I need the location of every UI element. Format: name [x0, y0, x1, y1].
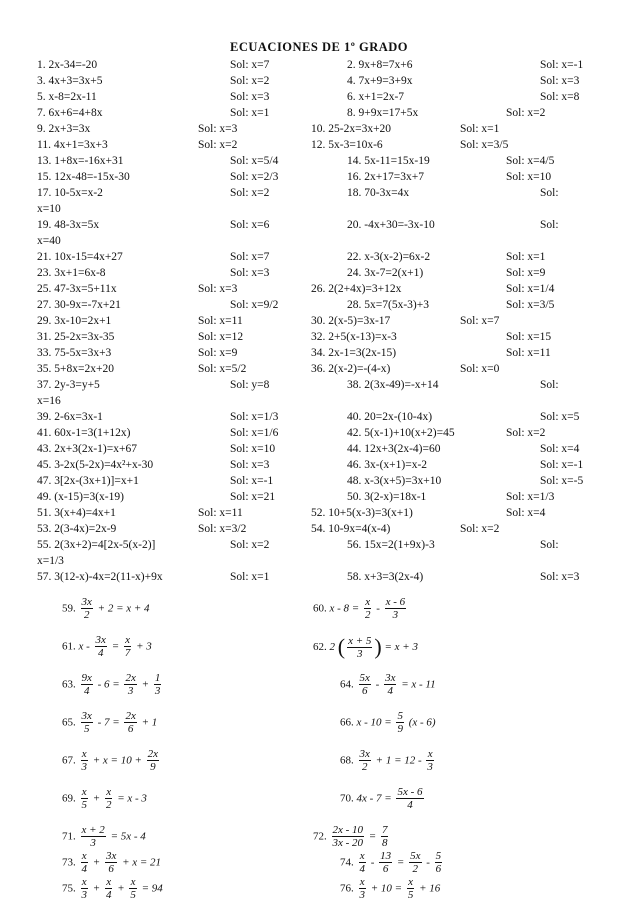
equation-left: 9. 2x+3=3x [37, 123, 91, 135]
equation-row [0, 491, 638, 507]
solution-left: Sol: x=2 [230, 75, 270, 87]
equation-row [0, 283, 638, 299]
equation-right: 18. 70-3x=4x [347, 187, 410, 199]
equation-row [0, 571, 638, 587]
equation-right: 30. 2(x-5)=3x-17 [311, 315, 391, 327]
equation-right: 2. 9x+8=7x+6 [347, 59, 413, 71]
equation-right: 38. 2(3x-49)=-x+14 [347, 379, 439, 391]
solution-left: Sol: x=10 [230, 443, 276, 455]
solution-wrap: x=40 [37, 235, 61, 247]
equation-left: 1. 2x-34=-20 [37, 59, 98, 71]
equation-row [0, 251, 638, 267]
solution-left: Sol: x=3 [230, 267, 270, 279]
equation-65: 65. $\frac{3x}{5}$ - 7 = $\frac{2x}{6}$ + 1 [62, 710, 158, 735]
equation-right: 36. 2(x-2)=-(4-x) [311, 363, 391, 375]
equation-right: 4. 7x+9=3+9x [347, 75, 413, 87]
equation-62: 62. 2 ( $\frac{x + 5}{3}$ ) = x + 3 [313, 634, 418, 660]
solution-left: Sol: x=11 [198, 507, 243, 519]
equation-61: 61. x - $\frac{3x}{4}$ = $\frac{x}{7}$ + 3 [62, 634, 152, 659]
equation-right: 10. 25-2x=3x+20 [311, 123, 392, 135]
equation-row [0, 379, 638, 395]
equation-left: 37. 2y-3=y+5 [37, 379, 100, 391]
solution-left: Sol: x=1 [230, 107, 270, 119]
solution-right: Sol: x=3/5 [506, 299, 555, 311]
equation-right: 14. 5x-11=15x-19 [347, 155, 430, 167]
equation-right: 48. x-3(x+5)=3x+10 [347, 475, 442, 487]
equation-left: 47. 3[2x-(3x+1)]=x+1 [37, 475, 139, 487]
solution-left: Sol: x=3 [198, 283, 238, 295]
solution-right: Sol: x=5 [540, 411, 580, 423]
equation-left: 5. x-8=2x-11 [37, 91, 97, 103]
equation-row [0, 411, 638, 427]
equation-row [0, 139, 638, 155]
equation-74: 74. $\frac{x}{4}$ - $\frac{13}{6}$ = $\frac{5x}{2}$ - $\frac{5}{6}$ [340, 850, 442, 875]
solution-right: Sol: x=-1 [540, 459, 584, 471]
equation-row [0, 187, 638, 203]
equation-row [0, 123, 638, 139]
solution-left: Sol: y=8 [230, 379, 270, 391]
equation-right: 6. x+1=2x-7 [347, 91, 405, 103]
solution-left: Sol: x=5/2 [198, 363, 247, 375]
equation-right: 42. 5(x-1)+10(x+2)=45 [347, 427, 455, 439]
equation-row [0, 459, 638, 475]
solution-right: Sol: x=3 [540, 571, 580, 583]
solution-right: Sol: x=11 [506, 347, 551, 359]
solution-left: Sol: x=2/3 [230, 171, 279, 183]
equation-left: 3. 4x+3=3x+5 [37, 75, 103, 87]
equation-left: 29. 3x-10=2x+1 [37, 315, 112, 327]
solution-right: Sol: x=3/5 [460, 139, 509, 151]
equation-69: 69. $\frac{x}{5}$ + $\frac{x}{2}$ = x - 3 [62, 786, 147, 811]
solution-left: Sol: x=3/2 [198, 523, 247, 535]
solution-right: Sol: x=2 [506, 427, 546, 439]
equation-right: 32. 2+5(x-13)=x-3 [311, 331, 397, 343]
solution-left: Sol: x=2 [198, 139, 238, 151]
equation-row [0, 219, 638, 235]
equation-row [0, 155, 638, 171]
solution-wrap: x=10 [37, 203, 61, 215]
equation-right: 26. 2(2+4x)=3+12x [311, 283, 402, 295]
solution-left: Sol: x=12 [198, 331, 244, 343]
equation-left: 21. 10x-15=4x+27 [37, 251, 123, 263]
solution-left: Sol: x=-1 [230, 475, 274, 487]
equation-left: 51. 3(x+4)=4x+1 [37, 507, 116, 519]
equation-left: 15. 12x-48=-15x-30 [37, 171, 130, 183]
equation-left: 45. 3-2x(5-2x)=4x²+x-30 [37, 459, 154, 471]
equation-left: 53. 2(3-4x)=2x-9 [37, 523, 117, 535]
equation-left: 23. 3x+1=6x-8 [37, 267, 106, 279]
solution-left: Sol: x=7 [230, 59, 270, 71]
equation-right: 50. 3(2-x)=18x-1 [347, 491, 427, 503]
equation-left: 19. 48-3x=5x [37, 219, 100, 231]
solution-left: Sol: x=1 [230, 571, 270, 583]
equation-row [0, 267, 638, 283]
equation-left: 49. (x-15)=3(x-19) [37, 491, 124, 503]
solution-left: Sol: x=5/4 [230, 155, 279, 167]
equation-right: 34. 2x-1=3(2x-15) [311, 347, 397, 359]
solution-left: Sol: x=3 [230, 459, 270, 471]
solution-right: Sol: x=-1 [540, 59, 584, 71]
equation-left: 35. 5+8x=2x+20 [37, 363, 114, 375]
equation-73: 73. $\frac{x}{4}$ + $\frac{3x}{6}$ + x = 21 [62, 850, 162, 875]
solution-right: Sol: [540, 379, 559, 391]
solution-left: Sol: x=3 [230, 91, 270, 103]
solution-right: Sol: x=0 [460, 363, 500, 375]
solution-right: Sol: x=15 [506, 331, 552, 343]
equation-right: 22. x-3(x-2)=6x-2 [347, 251, 431, 263]
solution-left: Sol: x=11 [198, 315, 243, 327]
equation-60: 60. x - 8 = $\frac{x}{2}$ - $\frac{x - 6}{3}$ [313, 596, 406, 621]
equation-72: 72. $\frac{2x - 10}{3x - 20}$ = $\frac{7}{8}$ [313, 824, 388, 849]
equation-row [0, 91, 638, 107]
equation-68: 68. $\frac{3x}{2}$ + 1 = 12 - $\frac{x}{3}$ [340, 748, 433, 773]
solution-left: Sol: x=7 [230, 251, 270, 263]
solution-right: Sol: x=1/4 [506, 283, 555, 295]
solution-right: Sol: x=4 [540, 443, 580, 455]
solution-left: Sol: x=1/6 [230, 427, 279, 439]
solution-left: Sol: x=21 [230, 491, 276, 503]
solution-right: Sol: x=-5 [540, 475, 584, 487]
equation-left: 55. 2(3x+2)=4[2x-5(x-2)] [37, 539, 156, 551]
equation-right: 16. 2x+17=3x+7 [347, 171, 424, 183]
solution-right: Sol: x=10 [506, 171, 552, 183]
equation-left: 27. 30-9x=-7x+21 [37, 299, 121, 311]
equation-right: 12. 5x-3=10x-6 [311, 139, 383, 151]
solution-right: Sol: x=1 [506, 251, 546, 263]
equation-row [0, 443, 638, 459]
equation-71: 71. $\frac{x + 2}{3}$ = 5x - 4 [62, 824, 146, 849]
equation-row [0, 75, 638, 91]
page-title: ECUACIONES DE 1º GRADO [230, 40, 408, 54]
equation-63: 63. $\frac{9x}{4}$ - 6 = $\frac{2x}{3}$ + $\frac{1}{3}$ [62, 672, 161, 697]
equation-row [0, 475, 638, 491]
equation-64: 64. $\frac{5x}{6}$ - $\frac{3x}{4}$ = x - 11 [340, 672, 436, 697]
equation-row [0, 539, 638, 555]
equation-row [0, 507, 638, 523]
equation-right: 58. x+3=3(2x-4) [347, 571, 424, 583]
equation-left: 11. 4x+1=3x+3 [37, 139, 108, 151]
solution-left: Sol: x=2 [230, 539, 270, 551]
solution-right: Sol: x=2 [506, 107, 546, 119]
equation-75: 75. $\frac{x}{3}$ + $\frac{x}{4}$ + $\frac{x}{5}$ = 94 [62, 876, 163, 901]
equation-left: 25. 47-3x=5+11x [37, 283, 117, 295]
solution-left: Sol: x=3 [198, 123, 238, 135]
equation-row [0, 171, 638, 187]
equation-66: 66. x - 10 = $\frac{5}{9}$ (x - 6) [340, 710, 436, 735]
solution-left: Sol: x=6 [230, 219, 270, 231]
solution-right: Sol: [540, 219, 559, 231]
equation-row [0, 107, 638, 123]
equation-left: 17. 10-5x=x-2 [37, 187, 103, 199]
equation-right: 52. 10+5(x-3)=3(x+1) [311, 507, 413, 519]
equation-left: 7. 6x+6=4+8x [37, 107, 103, 119]
equation-row [0, 59, 638, 75]
equation-left: 43. 2x+3(2x-1)=x+67 [37, 443, 137, 455]
solution-left: Sol: x=1/3 [230, 411, 279, 423]
equation-left: 31. 25-2x=3x-35 [37, 331, 115, 343]
equation-row [0, 315, 638, 331]
equation-row [0, 347, 638, 363]
solution-right: Sol: x=7 [460, 315, 500, 327]
solution-right: Sol: x=4 [506, 507, 546, 519]
equation-left: 39. 2-6x=3x-1 [37, 411, 103, 423]
equation-67: 67. $\frac{x}{3}$ + x = 10 + $\frac{2x}{9}$ [62, 748, 159, 773]
solution-right: Sol: x=1/3 [506, 491, 555, 503]
equation-70: 70. 4x - 7 = $\frac{5x - 6}{4}$ [340, 786, 423, 811]
equation-right: 24. 3x-7=2(x+1) [347, 267, 424, 279]
equation-59: 59. $\frac{3x}{2}$ + 2 = x + 4 [62, 596, 150, 621]
solution-right: Sol: x=9 [506, 267, 546, 279]
equation-right: 8. 9+9x=17+5x [347, 107, 419, 119]
solution-wrap: x=1/3 [37, 555, 64, 567]
solution-left: Sol: x=9/2 [230, 299, 279, 311]
equation-right: 56. 15x=2(1+9x)-3 [347, 539, 435, 551]
equation-row [0, 331, 638, 347]
equation-right: 20. -4x+30=-3x-10 [347, 219, 435, 231]
equation-row [0, 427, 638, 443]
equation-left: 13. 1+8x=-16x+31 [37, 155, 124, 167]
solution-left: Sol: x=2 [230, 187, 270, 199]
equation-76: 76. $\frac{x}{3}$ + 10 = $\frac{x}{5}$ + 16 [340, 876, 441, 901]
equation-left: 33. 75-5x=3x+3 [37, 347, 112, 359]
solution-left: Sol: x=9 [198, 347, 238, 359]
equation-left: 57. 3(12-x)-4x=2(11-x)+9x [37, 571, 163, 583]
equation-row [0, 523, 638, 539]
equation-right: 28. 5x=7(5x-3)+3 [347, 299, 429, 311]
solution-right: Sol: x=4/5 [506, 155, 555, 167]
solution-right: Sol: x=3 [540, 75, 580, 87]
solution-right: Sol: x=8 [540, 91, 580, 103]
equation-left: 41. 60x-1=3(1+12x) [37, 427, 131, 439]
equation-row [0, 363, 638, 379]
solution-right: Sol: [540, 187, 559, 199]
equation-right: 54. 10-9x=4(x-4) [311, 523, 391, 535]
equation-right: 44. 12x+3(2x-4)=60 [347, 443, 441, 455]
equation-right: 46. 3x-(x+1)=x-2 [347, 459, 428, 471]
solution-right: Sol: [540, 539, 559, 551]
solution-right: Sol: x=1 [460, 123, 500, 135]
solution-wrap: x=16 [37, 395, 61, 407]
equation-right: 40. 20=2x-(10-4x) [347, 411, 433, 423]
equation-row [0, 299, 638, 315]
solution-right: Sol: x=2 [460, 523, 500, 535]
